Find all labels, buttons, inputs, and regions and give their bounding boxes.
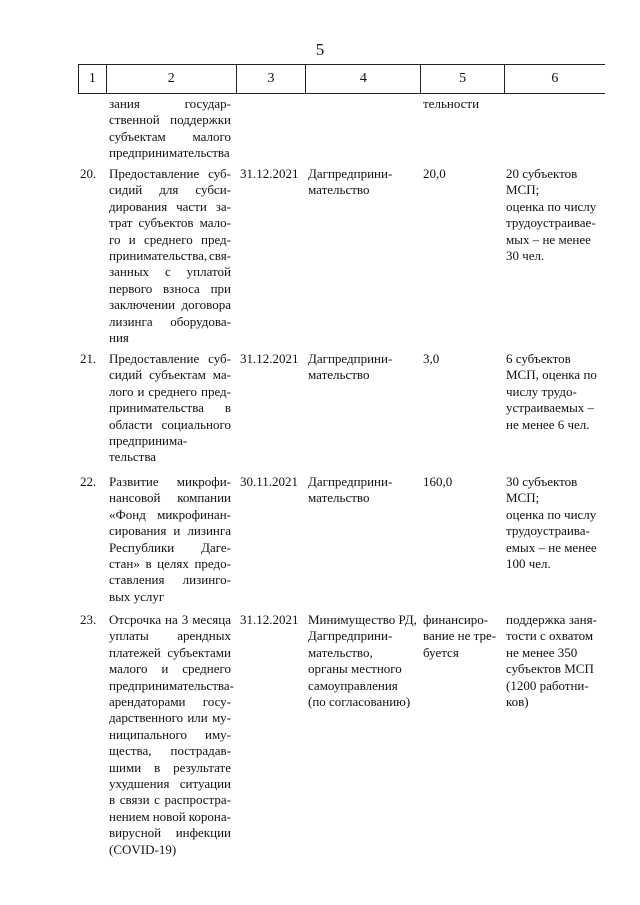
text-word: среднего [148,383,198,399]
table-header [78,64,605,94]
text-word: уплатой [186,264,231,280]
text-word: зания [109,96,140,111]
text-line [109,129,231,145]
text-word: в [224,400,231,416]
text-word: пред- [201,231,231,247]
text-word: шими [109,759,142,775]
text-line: мательство, [308,644,373,660]
text-word: новой [152,808,186,824]
row-number: 22. [80,474,97,489]
text-word: ственной [109,112,160,128]
text-word: взноса [163,280,200,296]
text-word: договора [181,297,231,313]
text-word: свя- [208,248,231,264]
header-col-6: 6 [504,65,605,93]
text-word: ма- [212,367,231,383]
text-line: трудоустраива- [506,523,590,539]
text-word: инфекции [175,825,231,841]
page-number: 5 [315,40,325,59]
text-line: Дагпредприни- [308,166,393,181]
text-word: сирования [109,523,167,539]
row-executor [304,612,419,858]
text-word: среднего [144,231,193,247]
text-line: предпринимательства- [109,677,234,693]
text-line [109,760,231,776]
text-word: при [210,280,231,296]
text-line [109,112,231,128]
text-line [109,694,231,710]
text-line: 20,0 [423,166,446,181]
row-indicator [502,351,603,466]
text-line: оценка по числу [506,506,597,522]
text-line: 160,0 [423,474,453,489]
text-word: субъектам [109,128,166,144]
text-word: Предоставление [109,166,200,181]
text-line [109,809,231,825]
text-word: оборудова- [170,313,231,329]
text-line: устраиваемых – [506,400,595,416]
text-line [109,776,231,792]
text-word: Республики [109,539,175,555]
text-line [109,710,231,726]
text-line [109,474,231,490]
table-row-continuation [78,96,605,162]
text-line: МСП; [506,490,540,506]
text-word: сидий [109,182,143,198]
text-line: 6 субъектов [506,351,571,366]
text-word: в [145,556,152,572]
text-line: самоуправления [308,677,398,693]
text-line [109,400,231,416]
text-line [109,264,231,280]
text-word: ниципального [109,726,188,742]
text-word: целях [157,556,189,572]
text-word: суб- [208,351,231,366]
text-word: суб- [208,166,231,181]
text-word: му- [211,710,231,726]
text-word: ухудшения [109,776,170,792]
text-line: тельства [109,449,157,465]
text-line [109,628,231,644]
text-word: лизинга [187,523,231,539]
row-executor [304,96,419,162]
text-word: Предоставление [109,351,200,366]
text-line: буется [423,644,459,660]
text-line [109,572,231,588]
row-number: 20. [80,166,97,181]
text-line: Дагпредприни- [308,351,393,366]
text-line: Дагпредприни- [308,628,393,644]
text-line: субъектов МСП [506,661,594,677]
text-word: субси- [195,182,231,198]
text-line: предпринимательства [109,145,230,161]
row-date: 31.12.2021 [240,166,299,181]
text-line [109,540,231,556]
text-word: пострадав- [170,743,231,759]
text-line: числу трудо- [506,383,577,399]
text-word: го [109,231,121,247]
text-line: ков) [506,694,529,710]
text-word: субъектами [167,644,231,660]
text-word: принимательства, [109,248,208,264]
row-indicator [502,612,603,858]
text-word: на [165,612,178,627]
text-word: стан» [109,556,140,572]
text-word: области [109,416,153,432]
text-line: мательство [308,367,370,383]
text-line [109,96,231,112]
header-col-3: 3 [236,65,305,93]
row-date: 31.12.2021 [240,612,299,627]
text-word: платежей [109,644,161,660]
text-line [109,612,231,628]
row-indicator [502,474,603,605]
text-line: Дагпредприни- [308,474,393,489]
text-line [109,727,231,743]
text-word: за- [215,198,231,214]
text-line: 3,0 [423,351,440,366]
text-line: не менее 6 чел. [506,416,590,432]
table-row [78,612,605,858]
table-row [78,351,605,466]
row-executor [304,166,419,346]
text-word: госу- [202,694,231,710]
text-line [109,792,231,808]
text-line [109,661,231,677]
text-word: субъектам [149,367,206,383]
text-word: поддержки [170,112,231,128]
text-word: и [173,523,181,539]
text-line: трудоустраивае- [506,215,596,231]
text-line [109,384,231,400]
text-word: социального [161,416,231,432]
text-line: мательство [308,490,370,506]
text-line: органы местного [308,661,402,677]
row-amount [419,351,502,466]
text-line: 20 субъектов [506,166,578,181]
text-line [109,314,231,330]
text-line: (COVID-19) [109,841,177,857]
row-description [105,166,235,346]
text-word: и [128,231,136,247]
text-word: предо- [194,556,231,572]
text-word: для [159,182,179,198]
text-word: или [187,710,208,726]
text-word: занных [109,264,150,280]
text-word: дирования [109,198,168,214]
text-word: компании [177,490,231,506]
row-executor [304,351,419,466]
text-word: с [154,792,160,808]
text-word: микрофинан- [157,506,231,522]
table-row [78,166,605,346]
text-line: не менее 350 [506,644,578,660]
row-description [105,612,235,858]
text-word: и [161,661,169,677]
text-word: нением [109,808,150,824]
text-word: заключении [109,297,176,313]
row-amount [419,166,502,346]
row-date [235,96,304,162]
text-line: тости с охватом [506,628,594,644]
text-word: малого [192,128,231,144]
text-word: арендных [177,628,231,644]
text-word: сидий [109,367,143,383]
text-word: среднего [182,661,231,677]
text-line [109,281,231,297]
header-col-5: 5 [420,65,503,93]
text-line [109,507,231,523]
text-line [109,367,231,383]
text-word: Отсрочка [109,612,162,627]
text-line: МСП, оценка по [506,367,597,383]
row-description [105,474,235,605]
text-word: 3 [181,612,189,627]
text-word: ставления [109,572,165,588]
text-word: уплаты [109,628,149,644]
text-line [109,645,231,661]
text-line: финансиро- [423,612,489,627]
text-word: в [154,759,161,775]
text-word: ситуации [179,776,231,792]
text-line: ния [109,330,129,346]
text-word: корона- [188,808,231,824]
text-line [109,166,231,182]
text-word: государ- [184,96,231,111]
text-word: трат [109,215,133,231]
text-word: с [164,264,171,280]
text-line: 30 чел. [506,248,545,264]
text-word: в [109,792,116,808]
text-word: вирусной [109,825,162,841]
row-date: 31.12.2021 [240,351,299,366]
text-word: Развитие [109,474,159,489]
row-description [105,96,235,162]
text-line [109,215,231,231]
text-line: 100 чел. [506,556,551,572]
text-word: микрофи- [176,474,231,489]
table-row [78,474,605,605]
text-line: тельности [423,96,480,111]
text-line: Минимущество РД, [308,612,417,627]
row-number: 21. [80,351,97,366]
text-line [109,825,231,841]
text-line: (по согласованию) [308,694,411,710]
text-word: щества, [109,743,152,759]
text-word: нансовой [109,490,161,506]
header-col-1: 1 [78,65,106,93]
text-word: части [176,198,207,214]
text-word: первого [109,280,153,296]
text-word: малого [109,661,148,677]
text-line: оценка по числу [506,198,597,214]
text-word: принимательства [109,400,204,416]
text-word: арендаторами [109,694,186,710]
text-line [109,743,231,759]
text-word: дарственного [109,710,184,726]
row-amount [419,474,502,605]
text-line: МСП; [506,182,540,198]
text-word: связи [119,792,150,808]
text-line [109,417,231,433]
text-line [109,199,231,215]
text-word: месяца [192,612,231,627]
row-date: 30.11.2021 [240,474,299,489]
header-col-4: 4 [305,65,420,93]
text-word: результате [173,759,231,775]
text-word: мало- [199,215,231,231]
text-line: 30 субъектов [506,474,578,489]
text-line: предпринима- [109,433,188,449]
text-word: лизинго- [182,572,231,588]
text-line [109,232,231,248]
text-word: «Фонд [109,506,146,522]
text-line: (1200 работни- [506,677,589,693]
header-col-2: 2 [106,65,236,93]
text-line [109,182,231,198]
text-line [109,523,231,539]
text-word: пред- [201,383,231,399]
text-line: мых – не менее [506,231,591,247]
row-amount [419,612,502,858]
row-amount [419,96,502,162]
text-line: поддержка заня- [506,612,597,627]
text-word: Даге- [201,539,231,555]
text-line: мательство [308,182,370,198]
text-line [109,490,231,506]
row-description [105,351,235,466]
row-indicator [502,96,603,162]
row-executor [304,474,419,605]
text-line [109,351,231,367]
text-line: вых услуг [109,588,165,604]
text-word: и [137,383,145,399]
row-number [78,96,105,162]
text-line [109,248,231,264]
text-word: распростра- [164,792,231,808]
text-line: вание не тре- [423,628,497,644]
text-line [109,556,231,572]
text-word: субъектов [138,215,194,231]
text-word: лого [109,383,134,399]
text-word: иму- [204,726,231,742]
text-line: емых – не менее [506,539,597,555]
text-line [109,297,231,313]
row-number: 23. [80,612,97,627]
row-indicator [502,166,603,346]
text-word: лизинга [109,313,153,329]
